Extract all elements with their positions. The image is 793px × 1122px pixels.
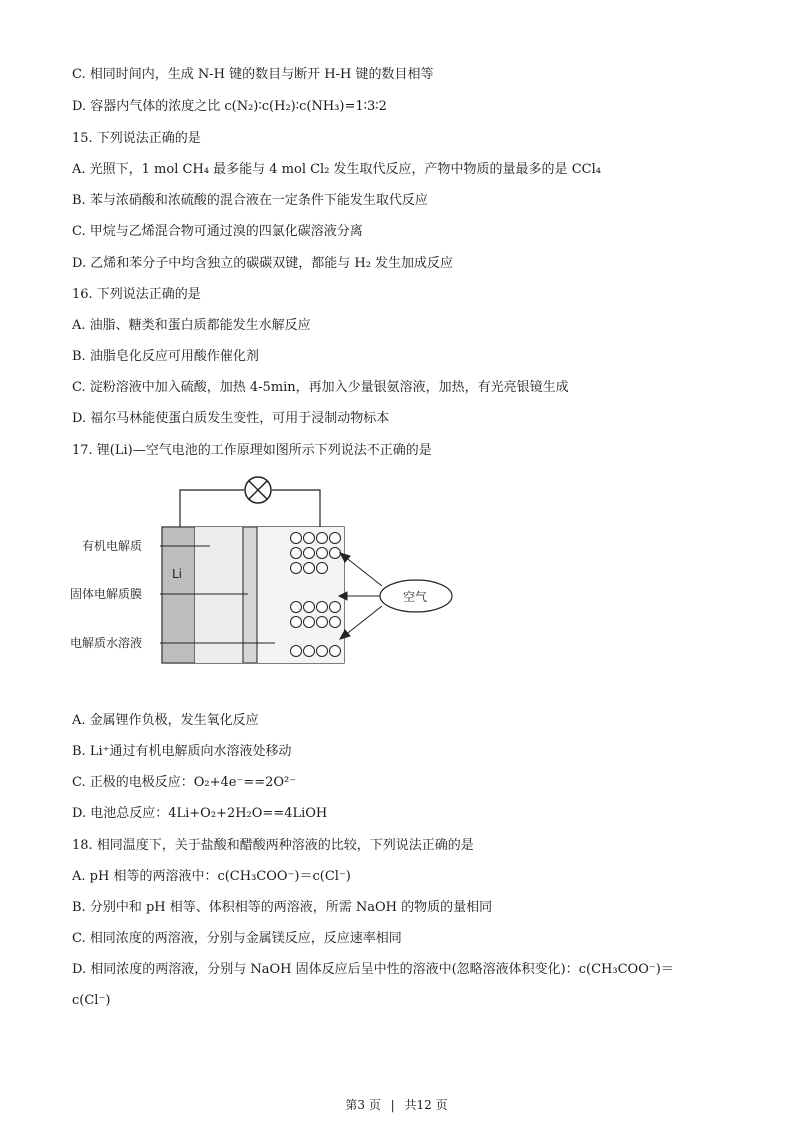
question-15-option-d: D. 乙烯和苯分子中均含独立的碳碳双键，都能与 H₂ 发生加成反应: [72, 256, 454, 271]
label-air: 空气: [403, 590, 428, 604]
question-18-option-d: D. 相同浓度的两溶液，分别与 NaOH 固体反应后呈中性的溶液中(忽略溶液体积变化)：c(CH₃COO⁻)＝: [72, 962, 674, 977]
bulb-icon: [245, 477, 271, 503]
question-15-stem: 15. 下列说法正确的是: [72, 131, 201, 146]
question-18-option-a: A. pH 相等的两溶液中：c(CH₃COO⁻)＝c(Cl⁻): [72, 869, 351, 884]
question-16-option-b: B. 油脂皂化反应可用酸作催化剂: [72, 349, 259, 364]
question-18-option-c: C. 相同浓度的两溶液，分别与金属镁反应，反应速率相同: [72, 931, 402, 946]
question-17-option-d: D. 电池总反应：4Li+O₂+2H₂O==4LiOH: [72, 806, 328, 821]
question-17-option-c: C. 正极的电极反应：O₂+4e⁻==2O²⁻: [72, 775, 297, 790]
question-15-option-c: C. 甲烷与乙烯混合物可通过溴的四氯化碳溶液分离: [72, 224, 363, 239]
question-18-option-b: B. 分别中和 pH 相等、体积相等的两溶液，所需 NaOH 的物质的量相同: [72, 900, 493, 915]
label-aqueous-electrolyte: 电解质水溶液: [70, 636, 143, 650]
question-17-option-a: A. 金属锂作负极，发生氧化反应: [72, 713, 259, 728]
question-15-option-b: B. 苯与浓硝酸和浓硫酸的混合液在一定条件下能发生取代反应: [72, 193, 428, 208]
label-li: Li: [172, 567, 183, 581]
question-18-option-d-continued: c(Cl⁻): [72, 993, 111, 1008]
question-14-option-c: C. 相同时间内，生成 N-H 键的数目与断开 H-H 键的数目相等: [72, 67, 434, 82]
page-total: 共12 页: [404, 1098, 448, 1112]
question-15-option-a: A. 光照下，1 mol CH₄ 最多能与 4 mol Cl₂ 发生取代反应，产物中物质的量最多的是 CCl₄: [72, 162, 601, 177]
label-organic-electrolyte: 有机电解质: [82, 539, 143, 553]
question-14-option-d: D. 容器内气体的浓度之比 c(N₂)∶c(H₂)∶c(NH₃)=1∶3∶2: [72, 99, 387, 114]
air-arrows: [339, 553, 382, 639]
question-17-option-b: B. Li⁺通过有机电解质向水溶液处移动: [72, 744, 292, 759]
question-16-option-a: A. 油脂、糖类和蛋白质都能发生水解反应: [72, 318, 311, 333]
question-17-stem: 17. 锂(Li)—空气电池的工作原理如图所示下列说法不正确的是: [72, 443, 432, 458]
page-footer: [0, 1096, 793, 1113]
battery-diagram: [60, 470, 480, 700]
question-18-stem: 18. 相同温度下，关于盐酸和醋酸两种溶液的比较，下列说法正确的是: [72, 838, 474, 853]
question-16-option-c: C. 淀粉溶液中加入硫酸，加热 4-5min，再加入少量银氨溶液，加热，有光亮银镜生成: [72, 380, 569, 395]
label-solid-membrane: 固体电解质膜: [70, 587, 143, 601]
question-16-option-d: D. 福尔马林能使蛋白质发生变性，可用于浸制动物标本: [72, 411, 390, 426]
footer-separator: |: [390, 1098, 395, 1112]
page-number: 第3 页: [345, 1098, 381, 1112]
question-16-stem: 16. 下列说法正确的是: [72, 287, 201, 302]
